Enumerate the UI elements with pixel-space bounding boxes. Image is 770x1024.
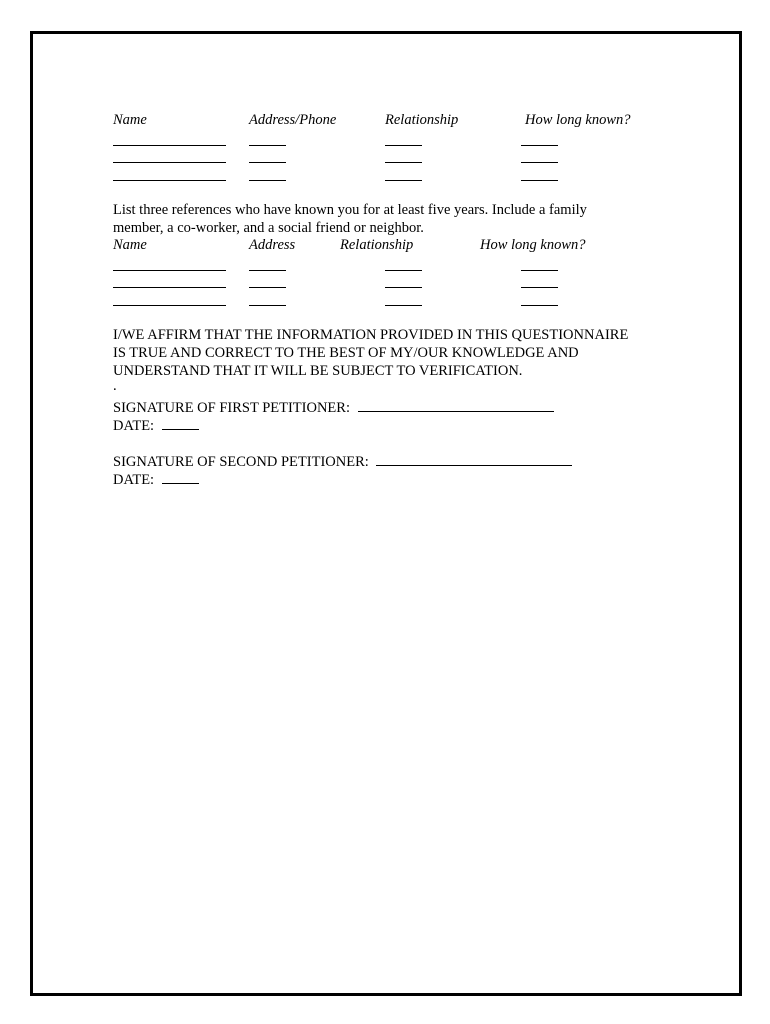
blank-line[interactable] — [385, 180, 422, 181]
header-name: Name — [113, 112, 147, 128]
blank-line[interactable] — [249, 162, 286, 163]
blank-line[interactable] — [249, 305, 286, 306]
blank-line[interactable] — [521, 145, 558, 146]
blank-line[interactable] — [113, 180, 226, 181]
affirmation-line-2: IS TRUE AND CORRECT TO THE BEST OF MY/OUR KNOWLEDGE AND — [113, 345, 579, 361]
blank-line[interactable] — [521, 305, 558, 306]
second-date-label: DATE: — [113, 472, 155, 488]
header-how-long-known: How long known? — [525, 112, 631, 128]
instruction-line-2: member, a co-worker, and a social friend or neighbor. — [113, 220, 424, 236]
blank-line[interactable] — [249, 180, 286, 181]
first-date-label: DATE: — [113, 418, 155, 434]
page-border — [30, 31, 742, 996]
header-how-long-known: How long known? — [480, 237, 586, 253]
first-signature-line[interactable] — [358, 398, 554, 412]
first-petitioner-date — [113, 416, 199, 435]
second-date-line[interactable] — [162, 470, 199, 484]
blank-line[interactable] — [113, 287, 226, 288]
instruction-line-1: List three references who have known you for at least five years. Include a family — [113, 202, 587, 218]
blank-line[interactable] — [113, 162, 226, 163]
stray-dot: . — [113, 378, 117, 394]
affirmation-text — [113, 326, 628, 392]
header-relationship: Relationship — [340, 237, 414, 253]
blank-line[interactable] — [113, 145, 226, 146]
blank-line[interactable] — [385, 270, 422, 271]
first-petitioner-signature — [113, 398, 554, 417]
blank-line[interactable] — [521, 180, 558, 181]
second-signature-label: SIGNATURE OF SECOND PETITIONER: — [113, 454, 369, 470]
header-address: Address — [249, 237, 296, 253]
header-relationship: Relationship — [385, 112, 459, 128]
blank-line[interactable] — [249, 145, 286, 146]
header-address-phone: Address/Phone — [249, 112, 337, 128]
first-date-line[interactable] — [162, 416, 199, 430]
blank-line[interactable] — [385, 305, 422, 306]
affirmation-line-1: I/WE AFFIRM THAT THE INFORMATION PROVIDED IN THIS QUESTIONNAIRE — [113, 327, 629, 343]
blank-line[interactable] — [521, 287, 558, 288]
blank-line[interactable] — [385, 287, 422, 288]
affirmation-line-3: UNDERSTAND THAT IT WILL BE SUBJECT TO VERIFICATION. — [113, 363, 523, 379]
blank-line[interactable] — [113, 305, 226, 306]
second-petitioner-signature — [113, 452, 572, 471]
blank-line[interactable] — [521, 162, 558, 163]
blank-line[interactable] — [521, 270, 558, 271]
blank-line[interactable] — [249, 287, 286, 288]
second-petitioner-date — [113, 470, 199, 489]
blank-line[interactable] — [113, 270, 226, 271]
second-signature-line[interactable] — [376, 452, 572, 466]
blank-line[interactable] — [249, 270, 286, 271]
blank-line[interactable] — [385, 162, 422, 163]
first-signature-label: SIGNATURE OF FIRST PETITIONER: — [113, 400, 350, 416]
header-name: Name — [113, 237, 147, 253]
blank-line[interactable] — [385, 145, 422, 146]
